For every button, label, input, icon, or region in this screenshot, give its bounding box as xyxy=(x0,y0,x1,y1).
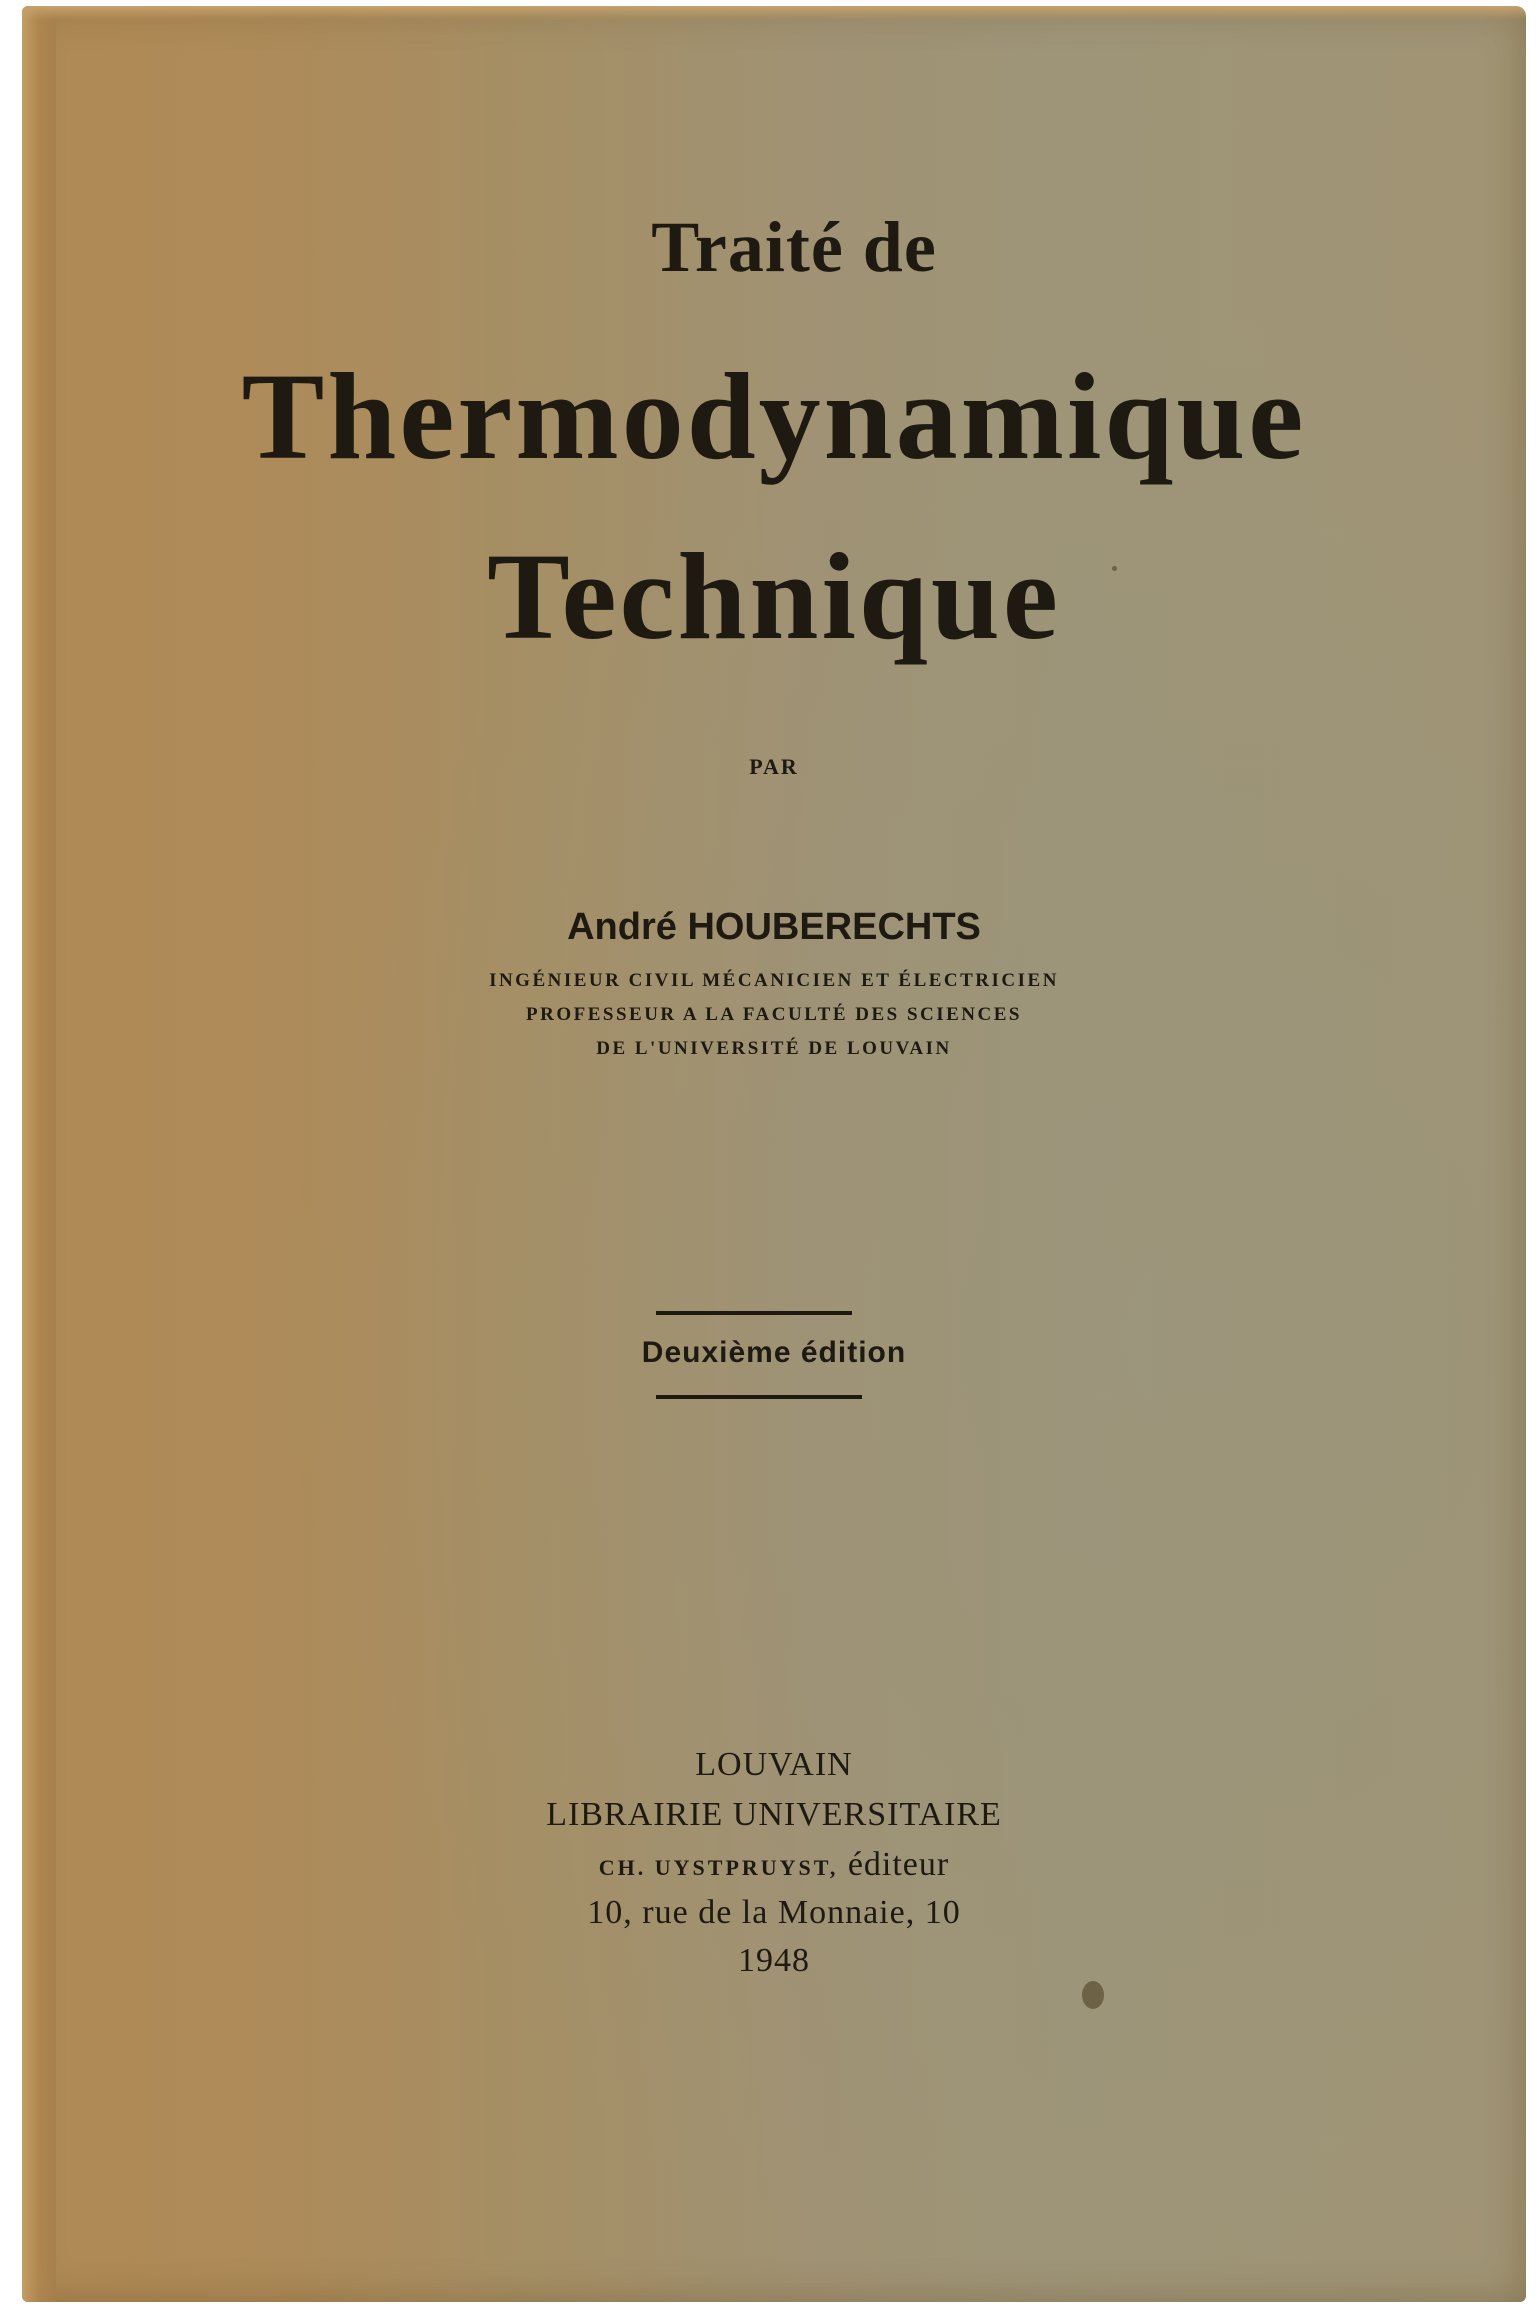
divider-bottom xyxy=(656,1395,862,1399)
publication-year: 1948 xyxy=(738,1942,810,1979)
divider-top xyxy=(656,1311,852,1315)
by-label: PAR xyxy=(749,754,799,779)
top-edge xyxy=(22,6,1526,20)
title-line-2: Thermodynamique xyxy=(241,348,1307,485)
author-credential: DE L'UNIVERSITÉ DE LOUVAIN xyxy=(596,1038,952,1059)
editor-name: CH. UYSTPRUYST, xyxy=(598,1855,839,1880)
author-credential: INGÉNIEUR CIVIL MÉCANICIEN ET ÉLECTRICIEN xyxy=(489,970,1059,991)
ink-stain xyxy=(1082,1981,1104,2009)
edition-label: Deuxième édition xyxy=(641,1336,907,1369)
author-credential: PROFESSEUR A LA FACULTÉ DES SCIENCES xyxy=(526,1004,1022,1025)
publisher-name: LIBRAIRIE UNIVERSITAIRE xyxy=(546,1796,1002,1833)
title-line-3: Technique xyxy=(487,528,1061,665)
author-first-name: André xyxy=(567,906,677,948)
publisher-city: LOUVAIN xyxy=(695,1746,853,1783)
title-line-1: Traité de xyxy=(651,207,937,287)
publisher-editor xyxy=(22,1846,1526,1884)
author-name xyxy=(22,906,1526,949)
author-last-name: HOUBERECHTS xyxy=(687,906,981,948)
editor-role: éditeur xyxy=(847,1846,950,1883)
book-cover xyxy=(22,6,1526,2302)
publisher-address: 10, rue de la Monnaie, 10 xyxy=(587,1894,961,1931)
